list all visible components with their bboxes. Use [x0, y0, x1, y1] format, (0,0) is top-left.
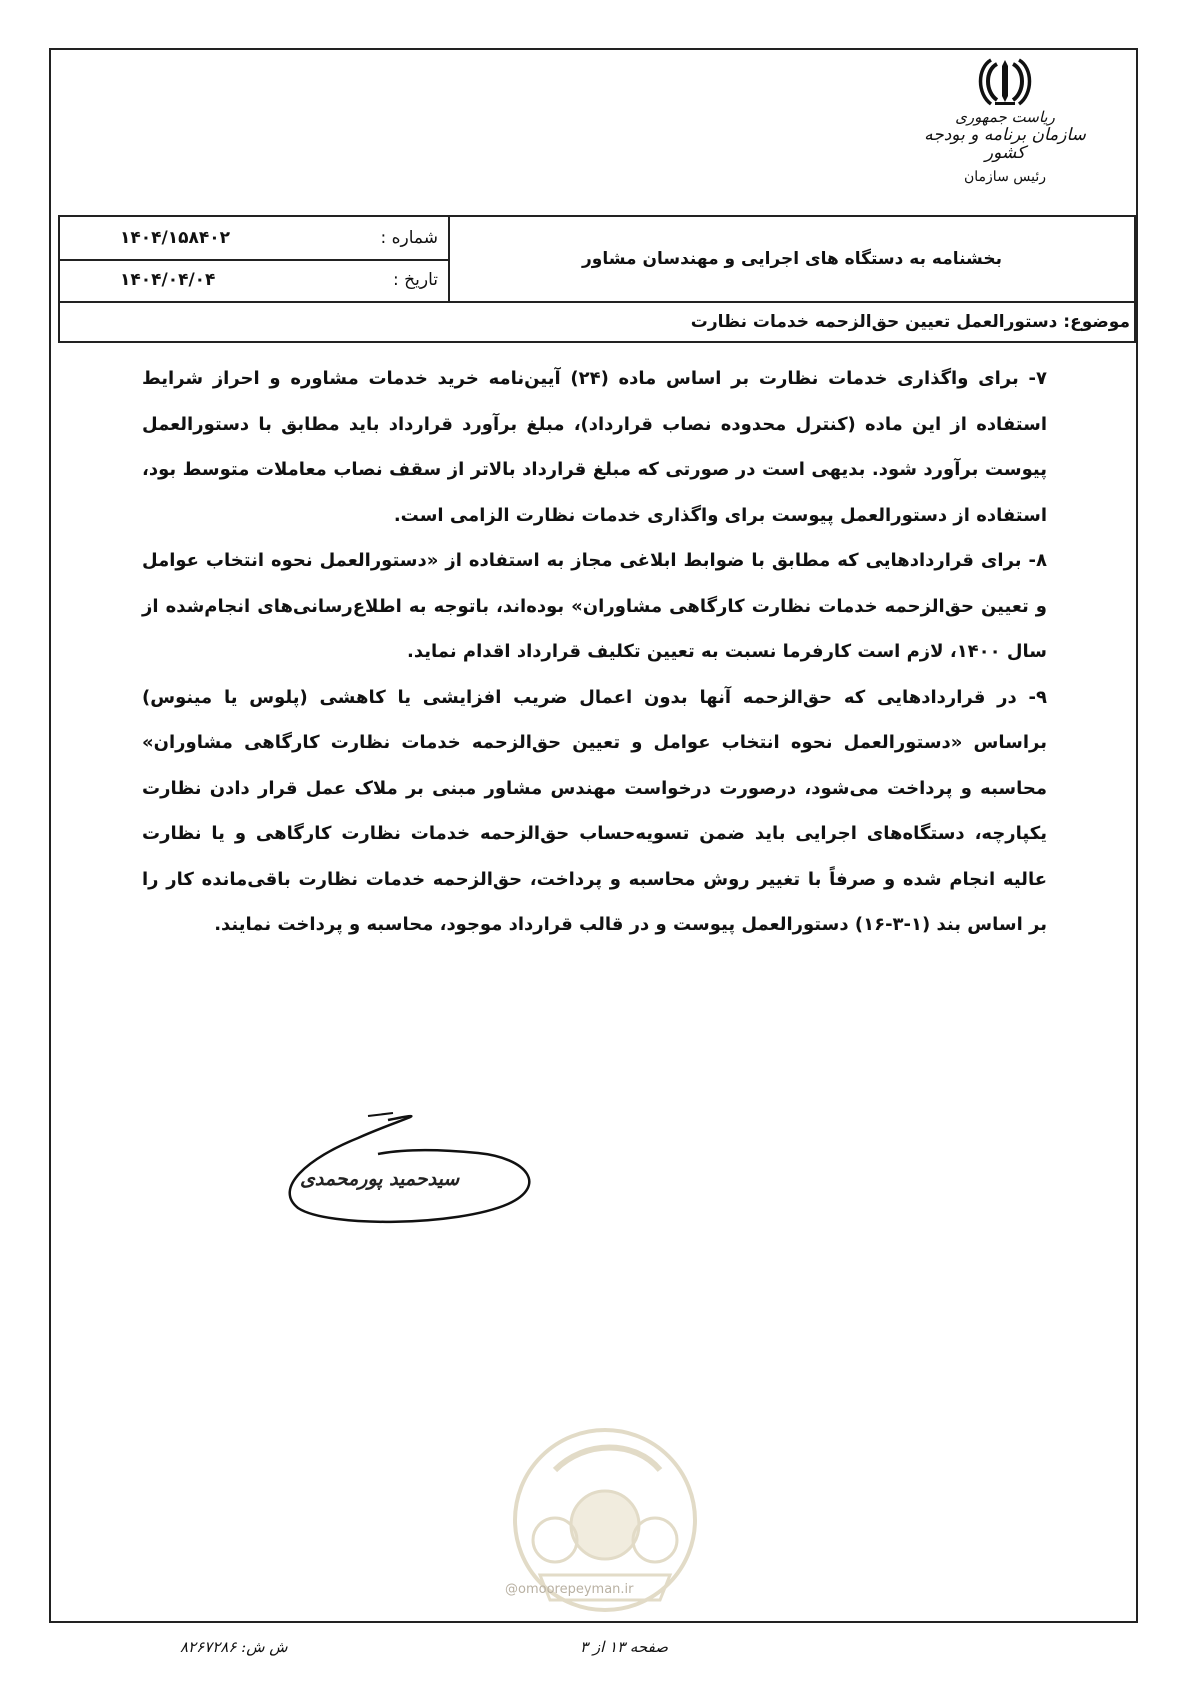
letter-body: [142, 356, 1047, 948]
clause-number: ۹-: [1028, 686, 1047, 708]
number-value: ۱۴۰۴/۱۵۸۴۰۲: [120, 228, 230, 248]
date-label: تاریخ :: [393, 270, 438, 290]
org-name: سازمان برنامه و بودجه کشور: [924, 125, 1086, 163]
signatory-name: سیدحمید پورمحمدی: [300, 1168, 460, 1190]
clause-text: در قراردادهایی که حق‌الزحمه آنها بدون اعمال ضریب افزایشی یا کاهشی (پلوس یا مینوس) براساس «دستورالعمل نحوه انتخاب عوامل و تعیین حق‌الزحمه خدمات نظارت کارگاهی مشاوران» محاسبه و پرداخت می‌شود، درصورت درخواست مهندس مشاور مبنی بر ملاک عمل قرار دادن نظارت یکپارچه، دستگاه‌های اجرایی باید ضمن تسویه‌حساب حق‌الزحمه خدمات نظارت کارگاهی و یا نظارت عالیه انجام شده و صرفاً با تغییر روش محاسبه و پرداخت، حق‌الزحمه خدمات نظارت باقی‌مانده کار را بر اساس بند (۱-۳-۱۶) دستورالعمل پیوست و در قالب قرارداد موجود، محاسبه و پرداخت نمایند.: [142, 686, 1047, 935]
clause-9: [142, 675, 1047, 948]
reference-code: ش ش: ۸۲۶۷۲۸۶: [180, 1638, 288, 1656]
clause-text: برای قراردادهایی که مطابق با ضوابط ابلاغی مجاز به استفاده از «دستورالعمل نحوه انتخاب عوامل و تعیین حق‌الزحمه خدمات نظارت کارگاهی مشاوران» بوده‌اند، باتوجه به اطلاع‌رسانی‌های انجام‌شده از سال ۱۴۰۰، لازم است کارفرما نسبت به تعیین تکلیف قرارداد اقدام نماید.: [142, 550, 1047, 662]
clause-text: برای واگذاری خدمات نظارت بر اساس ماده (۲۴) آیین‌نامه خرید خدمات مشاوره و احراز شرایط استفاده از این ماده (کنترل محدوده نصاب قرارداد)، مبلغ برآورد قرارداد باید مطابق با دستورالعمل پیوست برآورد شود. بدیهی است در صورتی که مبلغ قرارداد بالاتر از سقف نصاب معاملات متوسط بود، استفاده از دستورالعمل پیوست برای واگذاری خدمات نظارت الزامی است.: [142, 368, 1047, 526]
org-presidency: ریاست جمهوری: [955, 108, 1055, 126]
letter-header-table: [58, 215, 1136, 303]
addressee: بخشنامه به دستگاه های اجرایی و مهندسان مشاور: [448, 217, 1134, 301]
org-head-title: رئیس سازمان: [964, 169, 1046, 185]
watermark-site: @omoorepeyman.ir: [505, 1582, 634, 1597]
clause-8: [142, 538, 1047, 675]
page-number: صفحه ۱۳ از ۳: [580, 1638, 668, 1656]
date-value: ۱۴۰۴/۰۴/۰۴: [120, 270, 216, 290]
number-label: شماره :: [380, 228, 438, 248]
subject-line: موضوع: دستورالعمل تعیین حق‌الزحمه خدمات نظارت: [58, 303, 1136, 343]
number-row: [60, 217, 448, 261]
iran-emblem-icon: [975, 56, 1035, 108]
letterhead: [920, 56, 1090, 211]
letter-meta: [60, 217, 448, 301]
date-row: [60, 259, 448, 301]
watermark-seal: [495, 1410, 715, 1630]
clause-number: ۷-: [1028, 368, 1047, 389]
clause-number: ۸-: [1028, 550, 1047, 571]
clause-7: [142, 356, 1047, 538]
